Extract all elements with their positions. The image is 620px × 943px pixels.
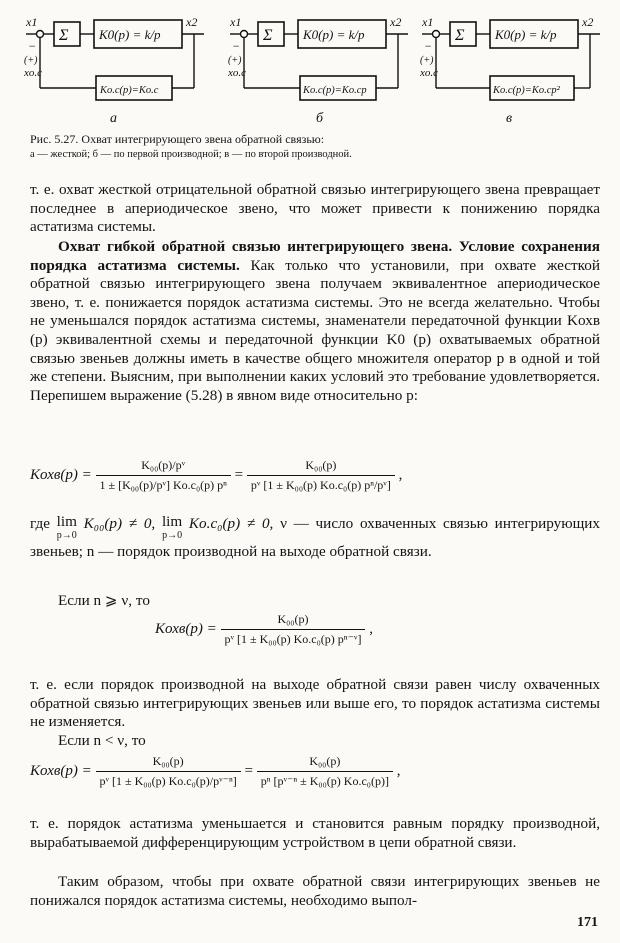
f2-fraction <box>221 612 366 647</box>
feedback-transfer: Kо.с(p)=Kо.сp² <box>493 85 560 96</box>
feedback-signal: xо.с <box>420 67 439 79</box>
paragraph-2 <box>30 238 600 405</box>
f3-fraction-2 <box>257 754 393 789</box>
f2-num: K₀₀(p) <box>221 612 366 630</box>
diagram-a <box>22 6 210 111</box>
summator: Σ <box>59 27 69 44</box>
limit-1 <box>57 515 77 543</box>
lim-subscript: p→0 <box>56 530 77 541</box>
diagram-b-label: б <box>316 111 324 126</box>
feedback-transfer: Kо.с(p)=Kо.с <box>100 85 159 96</box>
forward-transfer: K0(p) = k/p <box>99 27 161 42</box>
p3-expr2: Kо.с₀(p) ≠ 0, <box>188 515 274 532</box>
f1-num1: K₀₀(p)/pᵛ <box>96 458 231 476</box>
figure-caption <box>30 131 600 163</box>
plus-sign: (+) <box>24 55 38 66</box>
limit-2 <box>162 515 182 543</box>
page-number: 171 <box>577 915 598 930</box>
minus-sign: − <box>232 39 241 53</box>
minus-sign: − <box>424 39 433 53</box>
f1-eq: = <box>234 466 244 483</box>
f1-fraction-1 <box>96 458 231 493</box>
input-x1: x1 <box>230 15 242 29</box>
block-diagram-a <box>22 6 210 111</box>
f3-eq: = <box>244 762 253 779</box>
f3-den2: pⁿ [pᵛ⁻ⁿ ± K₀₀(p) Kо.с₀(p)] <box>260 774 389 788</box>
f3-fraction-1 <box>96 754 241 789</box>
f3-den1: pᵛ [1 ± K₀₀(p) Kо.с₀(p)/pᵛ⁻ⁿ] <box>99 774 237 788</box>
input-x1: x1 <box>26 15 38 29</box>
f1-den1: 1 ± [K₀₀(p)/pᵛ] Kо.с₀(p) pⁿ <box>99 478 227 492</box>
f2-end: , <box>369 620 373 637</box>
forward-transfer: K0(p) = k/p <box>303 27 365 42</box>
lim-word: lim <box>161 513 183 530</box>
feedback-signal: xо.с <box>228 67 247 79</box>
diagram-b <box>226 6 414 111</box>
input-x1: x1 <box>422 15 434 29</box>
f2-den: pᵛ [1 ± K₀₀(p) Kо.с₀(p) pⁿ⁻ᵛ] <box>224 632 362 646</box>
output-x2: x2 <box>186 15 198 29</box>
summator: Σ <box>455 27 465 44</box>
f3-num1: K₀₀(p) <box>96 754 241 772</box>
lim-word: lim <box>56 513 77 530</box>
caption-legend: а — жесткой; б — по первой производной; в — по второй производной. <box>30 149 352 160</box>
f3-lhs: Kохв(p) = <box>30 762 92 779</box>
lim-subscript: p→0 <box>162 530 183 541</box>
output-x2: x2 <box>390 15 402 29</box>
f3-num2: K₀₀(p) <box>257 754 393 772</box>
f1-lhs: Kохв(p) = <box>30 466 92 483</box>
f2-lhs: Kохв(p) = <box>155 620 217 637</box>
paragraph-3 <box>30 515 600 562</box>
feedback-transfer: Kо.с(p)=Kо.сp <box>303 85 367 96</box>
block-diagram-c <box>418 6 606 111</box>
section-heading: Охват гибкой обратной связью интегрирующего звена. Условие сохранения порядка астатизма системы. <box>30 238 600 274</box>
paragraph-8: Таким образом, чтобы при охвате обратной связи интегрирующих звеньев не понижался порядок астатизма системы, необходимо выпол- <box>30 873 600 909</box>
forward-transfer: K0(p) = k/p <box>495 27 557 42</box>
f1-fraction-2 <box>247 458 395 493</box>
summator: Σ <box>263 27 273 44</box>
p3-rest: ν — число охваченных связью интегрирующих звеньев; n — порядок производной на выходе обратной связи. <box>30 515 601 560</box>
output-x2: x2 <box>582 15 594 29</box>
diagram-c <box>418 6 606 111</box>
minus-sign: − <box>28 39 37 53</box>
paragraph-2-body: Как только что установили, при охвате жесткой обратной связью интегрирующего звена получаем эквивалентное апериодическое звено, т. е. понижается порядок астатизма системы. Это не всегда желательно. Чтобы не уменьшался порядок астатизма системы, знаменатели передаточной функции Kохв (p) эквивалентной схемы и передаточной функции K0 (p) охватываемых обратной связью звеньев должны иметь в качестве общего множителя оператор p в одной и той же степени. Выясним, при выполнении каких условий это требование удовлетворяется. Перепишем выражение (5.28) в явном виде относительно p: <box>30 256 600 404</box>
formula-1 <box>30 458 600 493</box>
diagram-a-label: а <box>110 111 117 126</box>
f1-end: , <box>398 466 403 483</box>
formula-2 <box>155 612 620 647</box>
f3-end: , <box>396 762 401 779</box>
paragraph-6: Если n < ν, то <box>58 732 146 749</box>
f1-num2: K₀₀(p) <box>247 458 395 476</box>
paragraph-5: т. е. если порядок производной на выходе обратной связи равен числу охваченных обратной связью интегрирующих звеньев или выше его, то порядок астатизма системы не изменяется. <box>30 676 600 731</box>
plus-sign: (+) <box>420 55 434 66</box>
block-diagram-b <box>226 6 414 111</box>
p3-start: где <box>30 515 50 532</box>
f1-den2: pᵛ [1 ± K₀₀(p) Kо.с₀(p) pⁿ/pᵛ] <box>250 478 391 492</box>
p3-expr1: K₀₀(p) ≠ 0, <box>83 515 156 532</box>
diagram-c-label: в <box>506 111 513 126</box>
caption-title: Рис. 5.27. Охват интегрирующего звена обратной связью: <box>30 132 325 146</box>
paragraph-4: Если n ⩾ ν, то <box>58 592 150 609</box>
paragraph-1: т. е. охват жесткой отрицательной обратной связью интегрирующего звена превращает последнее в апериодическое звено, что может привести к понижению порядка астатизма системы. <box>30 181 600 236</box>
formula-3 <box>30 754 600 789</box>
plus-sign: (+) <box>228 55 242 66</box>
paragraph-7: т. е. порядок астатизма уменьшается и становится равным порядку производной, вырабатываемой дифференцирующим устройством в цепи обратной связи. <box>30 815 600 851</box>
feedback-signal: xо.с <box>24 67 43 79</box>
